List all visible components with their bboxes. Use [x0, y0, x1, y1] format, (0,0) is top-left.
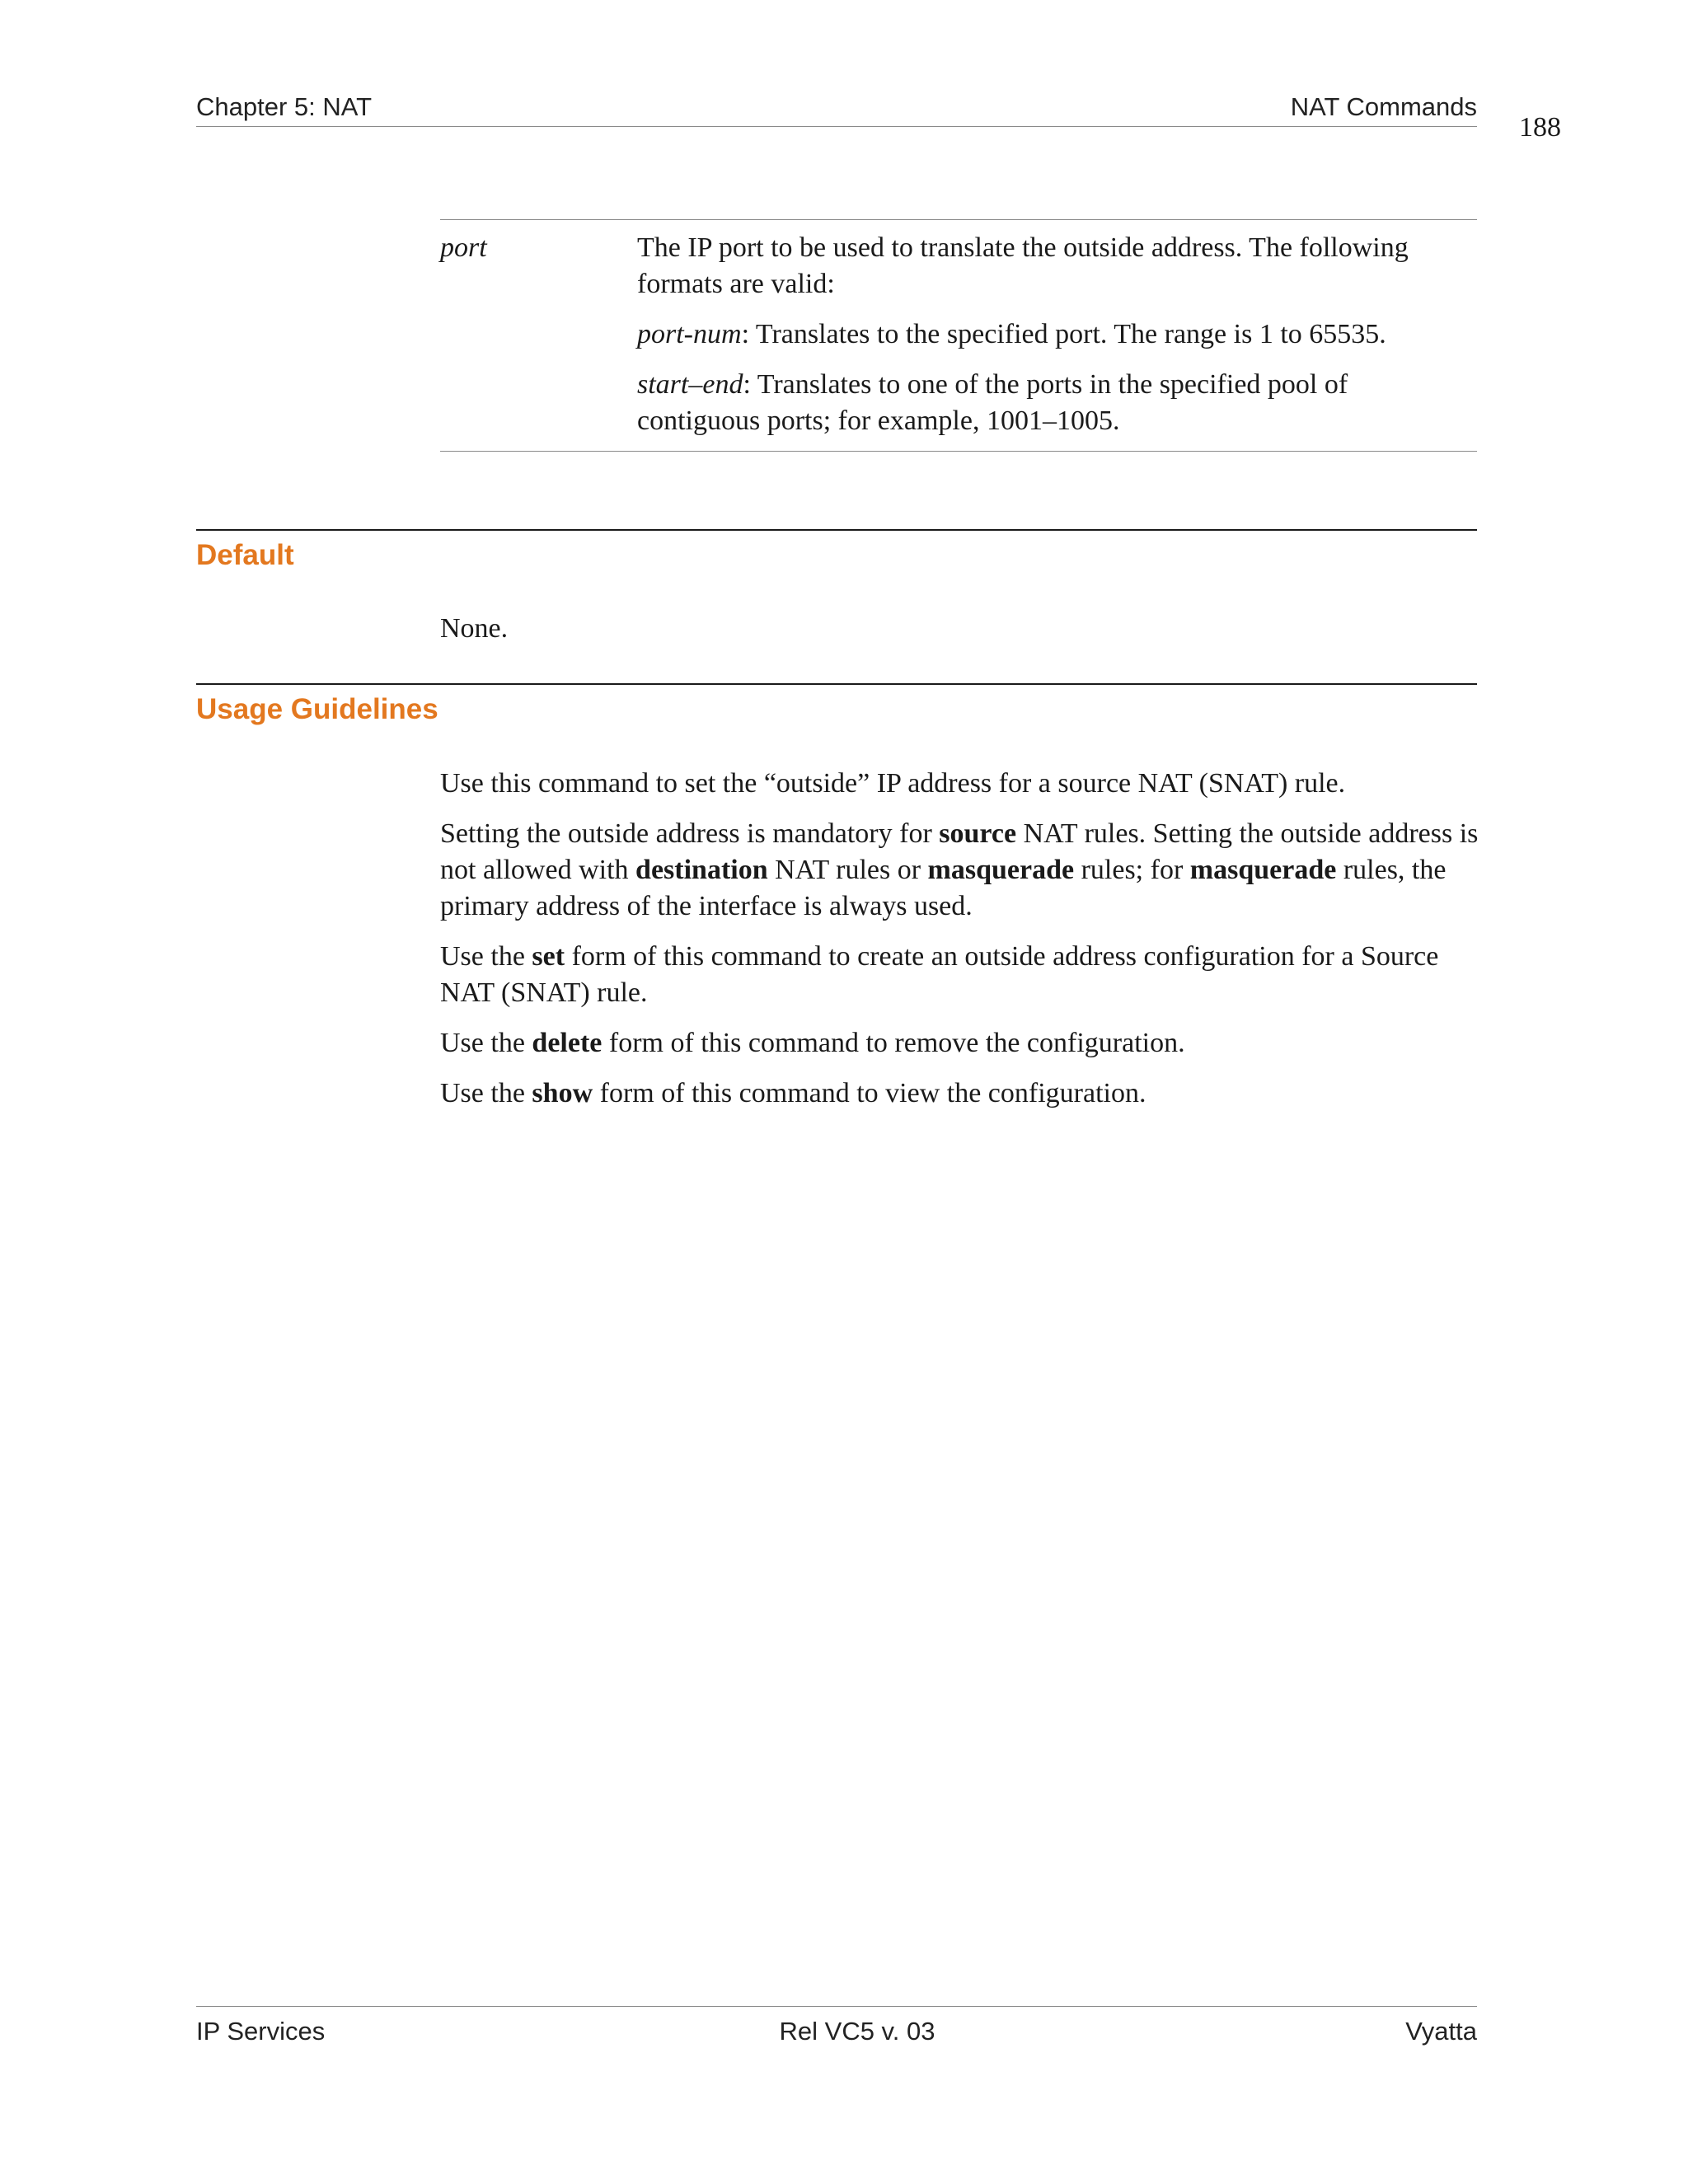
usage-body: [440, 766, 1480, 1126]
format-term: port-num: [637, 319, 742, 349]
format-text: : Translates to the specified port. The range is 1 to 65535.: [741, 319, 1386, 349]
keyword-show: show: [532, 1078, 593, 1108]
parameter-description: [637, 230, 1477, 439]
default-body: [440, 611, 1480, 661]
section-heading-usage: Usage Guidelines: [196, 693, 438, 725]
usage-paragraph: Use this command to set the “outside” IP address for a source NAT (SNAT) rule.: [440, 768, 1346, 799]
parameter-intro: The IP port to be used to translate the outside address. The following formats are valid:: [637, 232, 1409, 299]
format-start-end: [637, 367, 1477, 439]
text-run: Use the: [440, 1078, 532, 1108]
text-run: NAT rules or: [767, 855, 928, 885]
keyword-destination: destination: [635, 855, 768, 885]
parameter-table: [440, 219, 1477, 452]
text-run: form of this command to view the configuration.: [593, 1078, 1146, 1108]
keyword-delete: delete: [532, 1028, 603, 1058]
format-text: : Translates to one of the ports in the specified pool of contiguous ports; for example, 1001–1005.: [637, 369, 1348, 436]
text-run: rules, the primary address of the interface is always used.: [440, 855, 1447, 921]
usage-paragraph: [440, 816, 1480, 925]
usage-paragraph: [440, 1025, 1480, 1062]
footer-book: IP Services: [196, 2017, 326, 2046]
parameter-row: [440, 219, 1477, 452]
keyword-source: source: [939, 818, 1017, 849]
text-run: Use the: [440, 941, 532, 972]
section-rule-usage: [196, 683, 1477, 685]
usage-paragraph: [440, 1076, 1480, 1112]
keyword-masquerade: masquerade: [1189, 855, 1337, 885]
text-run: rules; for: [1074, 855, 1190, 885]
text-run: NAT rules. Setting the outside address is not allowed with: [440, 818, 1479, 885]
footer-rule: [196, 2006, 1477, 2007]
section-rule-default: [196, 529, 1477, 531]
default-value: None.: [440, 613, 509, 644]
text-run: Use the: [440, 1028, 532, 1058]
parameter-name: port: [440, 232, 487, 263]
usage-paragraph: [440, 939, 1480, 1011]
header-rule: [196, 126, 1477, 127]
footer-release: Rel VC5 v. 03: [779, 2017, 935, 2046]
format-term: start–end: [637, 369, 743, 400]
keyword-masquerade: masquerade: [927, 855, 1075, 885]
keyword-set: set: [532, 941, 565, 972]
format-port-num: [637, 316, 1477, 353]
footer-vendor: Vyatta: [1405, 2017, 1477, 2046]
section-heading-default: Default: [196, 539, 294, 571]
header-section: NAT Commands: [1290, 92, 1477, 121]
text-run: form of this command to remove the configuration.: [602, 1028, 1185, 1058]
text-run: Setting the outside address is mandatory for: [440, 818, 940, 849]
text-run: form of this command to create an outside address configuration for a Source NAT (SNAT) rule.: [440, 941, 1439, 1008]
page-number: 188: [1519, 112, 1561, 143]
header-chapter: Chapter 5: NAT: [196, 92, 373, 121]
